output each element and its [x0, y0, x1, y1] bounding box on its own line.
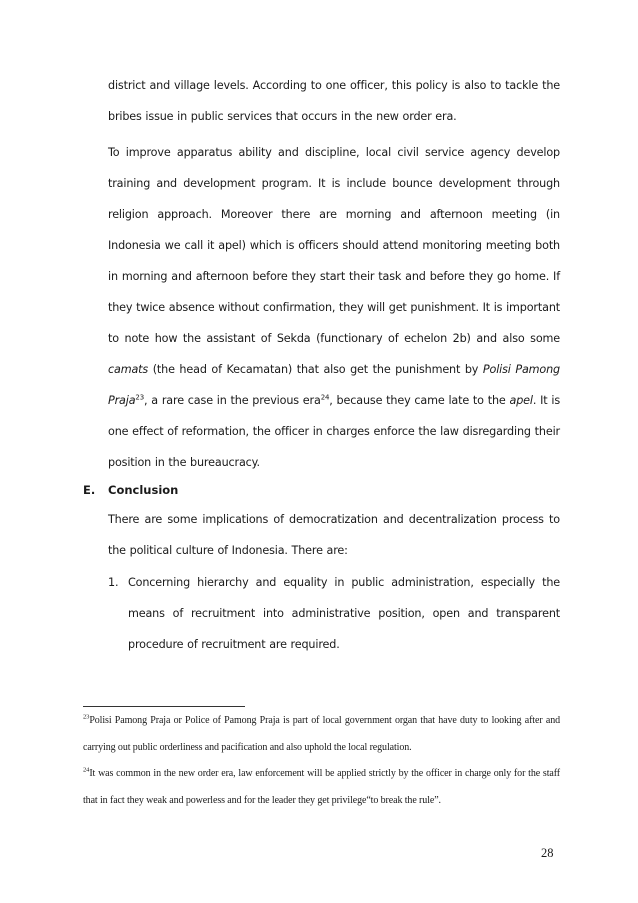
section-title: Conclusion: [108, 483, 179, 497]
paragraph-text: There are some implications of democratization and decentralization process to the political culture of Indonesia. There are:: [108, 513, 560, 557]
footnote-24: [83, 761, 560, 814]
footnote-separator: [83, 706, 245, 707]
footnote-number: 24: [83, 766, 90, 774]
footnote-number: 23: [83, 713, 90, 721]
paragraph-implications: [108, 504, 560, 566]
term-apel: apel: [509, 394, 533, 407]
paragraph-text-part5: . It is one effect of reformation, the officer in charges enforce the law disregarding their position in the bureaucracy.: [108, 394, 561, 469]
section-heading-conclusion: [83, 475, 178, 506]
footnote-ref-23[interactable]: 23: [135, 393, 145, 402]
footnotes: [83, 708, 560, 814]
paragraph-text-part3: , a rare case in the previous era: [144, 394, 321, 407]
footnote-ref-24[interactable]: 24: [320, 393, 330, 402]
term-camats: camats: [108, 363, 149, 376]
paragraph-text-part2: (the head of Kecamatan) that also get the punishment by: [148, 363, 483, 376]
page-number: 28: [541, 846, 554, 860]
paragraph-text-part1: To improve apparatus ability and discipline, local civil service agency develop training and development program. It is include bounce development through religion approach. Moreover there are morning and afternoon meeting (in Indonesia we call it apel) which is officers should attend monitoring meeting both in morning and afternoon before they start their task and before they go home. If they twice absence without confirmation, they will get punishment. It is important to note how the assistant of Sekda (functionary of echelon 2b) and also some: [108, 146, 560, 345]
footnote-text: Polisi Pamong Praja or Police of Pamong Praja is part of local government organ that have duty to looking after and carrying out public orderliness and pacification and also uphold the local regulation.: [83, 715, 560, 753]
list-item-number: 1.: [108, 576, 119, 589]
paragraph-bribes-policy: [108, 70, 560, 132]
section-letter: E.: [83, 483, 96, 497]
footnote-text: It was common in the new order era, law enforcement will be applied strictly by the officer in charge only for the staff that in fact they weak and powerless and for the leader they get privilege“to break the rule”.: [83, 768, 560, 806]
term-polisi-pamong-praja: Polisi Pamong Praja: [108, 363, 561, 407]
footnote-23: [83, 708, 560, 761]
paragraph-text: district and village levels. According to one officer, this policy is also to tackle the bribes issue in public services that occurs in the new order era.: [108, 79, 560, 123]
list-item-text: Concerning hierarchy and equality in public administration, especially the means of recruitment into administrative position, open and transparent procedure of recruitment are required.: [128, 576, 560, 651]
list-item-1: [108, 567, 560, 660]
paragraph-apparatus-discipline: [108, 137, 560, 478]
paragraph-text-part4: , because they came late to the: [329, 394, 510, 407]
